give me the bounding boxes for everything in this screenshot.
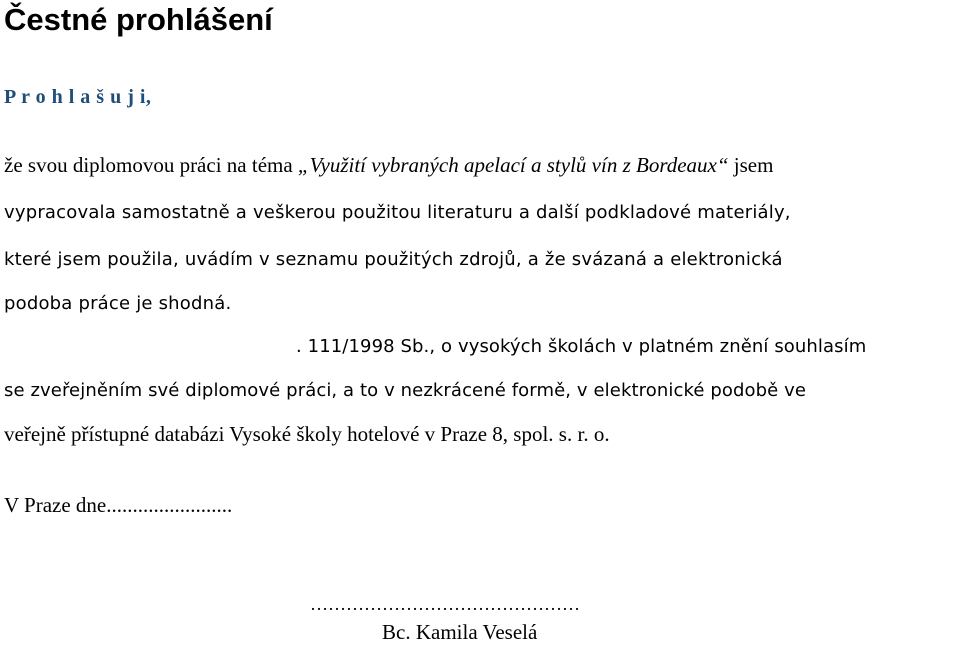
document-title: Čestné prohlášení: [4, 2, 273, 37]
paragraph1-line1-post: jsem: [728, 153, 774, 177]
declare-heading: P r o h l a š u j i,: [4, 86, 152, 108]
paragraph2-line2: se zveřejněním své diplomové práci, a to v nezkrácené formě, v elektronické podobě ve: [4, 380, 807, 401]
paragraph1-line1-pre: že svou diplomovou práci na téma: [4, 153, 298, 177]
paragraph1-line2: vypracovala samostatně a veškerou použitou literaturu a další podkladové materiály,: [4, 202, 791, 223]
place-date-line: V Praze dne........................: [4, 493, 233, 517]
paragraph1-line4: podoba práce je shodná.: [4, 293, 232, 314]
paragraph1-line1: [4, 153, 773, 178]
law-reference: . 111/1998 Sb.: [296, 336, 430, 357]
paragraph2-line1-post: , o vysokých školách v platném znění souhlasím: [429, 336, 867, 357]
paragraph2-line3: veřejně přístupné databázi Vysoké školy hotelové v Praze 8, spol. s. r. o.: [4, 422, 610, 446]
paragraph1-line3: které jsem použila, uvádím v seznamu použitých zdrojů, a že svázaná a elektronická: [4, 249, 783, 270]
signature-name: Bc. Kamila Veselá: [382, 620, 538, 644]
paragraph2-line1: [296, 336, 866, 357]
signature-dotted-line: ………………………………………: [310, 594, 580, 614]
thesis-topic: „Využití vybraných apelací a stylů vín z Bordeaux“: [297, 153, 729, 177]
